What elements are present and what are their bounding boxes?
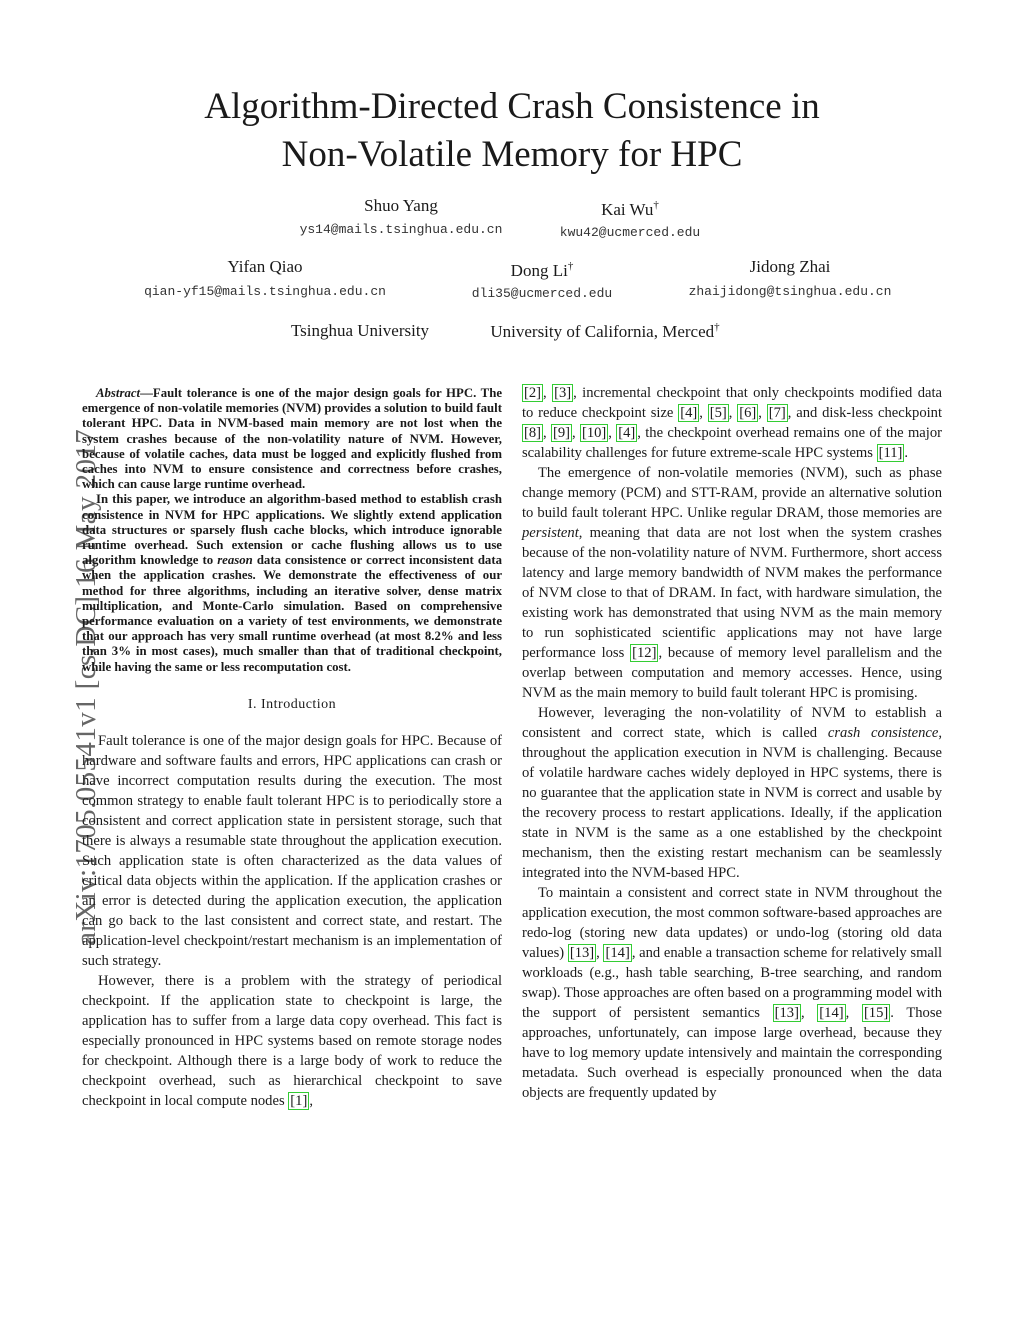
author-name bbox=[495, 199, 765, 220]
paragraph-text: , bbox=[543, 385, 553, 401]
citation-link[interactable]: [8] bbox=[524, 425, 542, 441]
author-email: zhaijidong@tsinghua.edu.cn bbox=[688, 284, 892, 299]
intro-body bbox=[82, 731, 502, 1111]
author-email: qian-yf15@mails.tsinghua.edu.cn bbox=[144, 284, 386, 299]
abstract bbox=[82, 386, 502, 675]
abstract-label: Abstract bbox=[96, 386, 141, 400]
paragraph bbox=[522, 463, 942, 703]
paragraph-text: , because of memory level parallelism and the overlap between computation and memory accesses. Hence, using NVM as the main memory to build fault tolerant HPC is promising. bbox=[522, 645, 942, 701]
citation-link[interactable]: [3] bbox=[554, 385, 572, 401]
affiliation: Tsinghua University bbox=[290, 321, 430, 340]
paragraph-text: , and disk-less checkpoint bbox=[787, 405, 943, 421]
author-email: kwu42@ucmerced.edu bbox=[559, 225, 701, 240]
citation-link[interactable]: [6] bbox=[739, 405, 757, 421]
paragraph bbox=[522, 383, 942, 463]
arxiv-stamp bbox=[20, 345, 102, 945]
paper-title bbox=[0, 83, 1024, 179]
author-name: Shuo Yang bbox=[364, 196, 438, 215]
section-heading: I. Introduction bbox=[247, 696, 337, 712]
paragraph-text: However, there is a problem with the strategy of periodical checkpoint. If the application state to checkpoint is large, the application has to suffer from a large data copy overhead. This fact is especially pronounced in HPC systems based on remote storage nodes for checkpoint. Although there is a large body of work to reduce the checkpoint overhead, such as hierarchical checkpoint to save checkpoint in local compute nodes bbox=[82, 972, 502, 1109]
citation-link[interactable]: [10] bbox=[581, 425, 607, 441]
separator: , bbox=[758, 405, 767, 421]
right-column bbox=[522, 383, 942, 1103]
paragraph-text: , throughout the application execution in NVM is challenging. Because of volatile hardware caches widely deployed in HPC systems, there is no guarantee that the application state in NVM is correct and usable by the recovery process to restart applications. Ideally, if the application state in NVM is the same as a one established by the checkpoint mechanism, then the existing restart mechanism can be seamlessly integrated into the NVM-based HPC. bbox=[522, 725, 942, 881]
paragraph-text: , bbox=[309, 1092, 313, 1109]
separator: , bbox=[800, 1005, 818, 1021]
author-name: Yifan Qiao bbox=[227, 257, 303, 276]
separator: , bbox=[699, 405, 708, 421]
abstract-paragraph: data consistence or correct inconsistent data when the application crashes. We demonstrate the effectiveness of our method for three algorithms, including an iterative solver, dense matrix multiplication, and Monte-Carlo simulation. Based on comprehensive performance evaluation on a variety of test environments, we demonstrate that our approach has very small runtime overhead (at most 8.2% and less than 3% in most cases), much smaller than that of traditional checkpoint, while having the same or less recomputation cost. bbox=[82, 553, 502, 674]
abstract-paragraph: In this paper, we introduce an algorithm-based method to establish crash consistence in NVM for HPC applications. We slightly extend application data structures or sparsely flush cache blocks, which introduce ignorable runtime overhead. Such extension or cache flushing allows us to use algorithm knowledge to bbox=[82, 492, 502, 568]
paragraph-text: , incremental checkpoint that only checkpoints modified data to reduce checkpoint size bbox=[522, 385, 943, 421]
separator: , bbox=[596, 945, 604, 961]
affiliation-text: University of California, Merced bbox=[490, 322, 715, 341]
paragraph-text: , meaning that data are not lost when the system crashes because of the non-volatility nature of NVM. Furthermore, short access latency and large memory bandwidth of NVM makes the performance of NVM close to that of DRAM. In fact, with hardware simulation, the existing work has demonstrated that using NVM as the main memory to run sophisticated scientific applications may not have large performance loss bbox=[522, 525, 942, 661]
author-name: Jidong Zhai bbox=[749, 257, 831, 276]
citation-link[interactable]: [7] bbox=[768, 405, 786, 421]
abstract-paragraph: —Fault tolerance is one of the major design goals for HPC. The emergence of non-volatile memories (NVM) provides a solution to build fault tolerant HPC. Data in NVM-based main memory are not lost when the system crashes because of the non-volatility nature of NVM. However, because of volatile caches, data must be logged and explicitly flushed from caches into NVM to ensure consistence and correctness before crashes, which can cause large runtime overhead. bbox=[82, 386, 502, 492]
paragraph bbox=[522, 883, 942, 1103]
paragraph bbox=[522, 703, 942, 883]
paragraph-text: However, leveraging the non-volatility of NVM to establish a consistent and correct state, which is called bbox=[522, 705, 942, 741]
paragraph-text: . Those approaches, unfortunately, can impose large overhead, because they have to log memory update intensively and maintain the corresponding metadata. Such overhead is especially pronounced when the data objects are frequently updated by bbox=[522, 1005, 942, 1101]
citation-link[interactable]: [15] bbox=[863, 1005, 889, 1021]
separator: , bbox=[728, 405, 738, 421]
emphasis: crash consistence bbox=[827, 725, 939, 741]
paragraph-text: The emergence of non-volatile memories (NVM), such as phase change memory (PCM) and STT-RAM, provide an alternative solution to build fault tolerant HPC. Unlike regular DRAM, those memories are bbox=[522, 465, 942, 521]
author-name bbox=[422, 260, 662, 281]
citation-link[interactable]: [13] bbox=[569, 945, 595, 961]
author-name-text: Dong Li bbox=[510, 261, 568, 280]
paragraph-text: , and enable a transaction scheme for relatively small workloads (e.g., hash table searching, B-tree searching, and random swap). Those approaches are often based on a programming model with the support of persistent semantics bbox=[522, 945, 943, 1021]
dagger-mark: † bbox=[567, 260, 574, 272]
citation-link[interactable]: [5] bbox=[709, 405, 727, 421]
title-line-1: Algorithm-Directed Crash Consistence in bbox=[204, 86, 820, 127]
citation-link[interactable]: [13] bbox=[774, 1005, 799, 1021]
separator: , bbox=[572, 425, 580, 441]
paragraph bbox=[82, 971, 502, 1111]
paragraph: Fault tolerance is one of the major design goals for HPC. Because of hardware and software faults and errors, HPC applications can crash or have incorrect computation results during the execution. The most common strategy to enable fault tolerant HPC is to periodically store a consistent and correct application state in persistent storage, such that there is always a resumable state throughout the application execution. Such application state is often characterized as the data values of critical data objects within the application. If the application crashes or an error is detected during the application execution, the application can go back to the last consistent and correct state, and restart. The application-level checkpoint/restart mechanism is an implementation of such strategy. bbox=[82, 732, 502, 969]
paragraph-text: , the checkpoint overhead remains one of the major scalability challenges for future extreme-scale HPC systems bbox=[522, 425, 942, 461]
citation-link[interactable]: [4] bbox=[618, 425, 636, 441]
author-email: ys14@mails.tsinghua.edu.cn bbox=[299, 222, 503, 237]
emphasis: persistent bbox=[522, 525, 579, 541]
citation-link[interactable]: [11] bbox=[878, 445, 903, 461]
paragraph-text: . bbox=[904, 445, 909, 461]
separator: , bbox=[543, 425, 551, 441]
author-name-text: Kai Wu bbox=[601, 200, 654, 219]
citation-link[interactable]: [4] bbox=[680, 405, 698, 421]
separator: , bbox=[608, 425, 617, 441]
citation-link[interactable]: [1] bbox=[290, 1092, 308, 1109]
left-column bbox=[82, 386, 502, 1111]
citation-link[interactable]: [2] bbox=[524, 385, 542, 401]
citation-link[interactable]: [14] bbox=[819, 1005, 844, 1021]
affiliation bbox=[470, 321, 740, 342]
abstract-emphasis: reason bbox=[217, 553, 253, 568]
citation-link[interactable]: [14] bbox=[605, 945, 630, 961]
dagger-mark: † bbox=[653, 199, 659, 211]
citation-link[interactable]: [9] bbox=[552, 425, 571, 441]
title-line-2: Non-Volatile Memory for HPC bbox=[281, 134, 743, 175]
paragraph-text: To maintain a consistent and correct state in NVM throughout the application execution, the most common software-based approaches are redo-log (storing new data updates) or undo-log (storing old data values) bbox=[522, 885, 942, 961]
author-email: dli35@ucmerced.edu bbox=[471, 286, 613, 301]
arxiv-id: arXiv:1705.05541v1 [cs.DC] 16 May 2017 bbox=[70, 428, 102, 945]
dagger-mark: † bbox=[714, 321, 720, 333]
citation-link[interactable]: [12] bbox=[632, 645, 657, 661]
separator: , bbox=[845, 1005, 862, 1021]
